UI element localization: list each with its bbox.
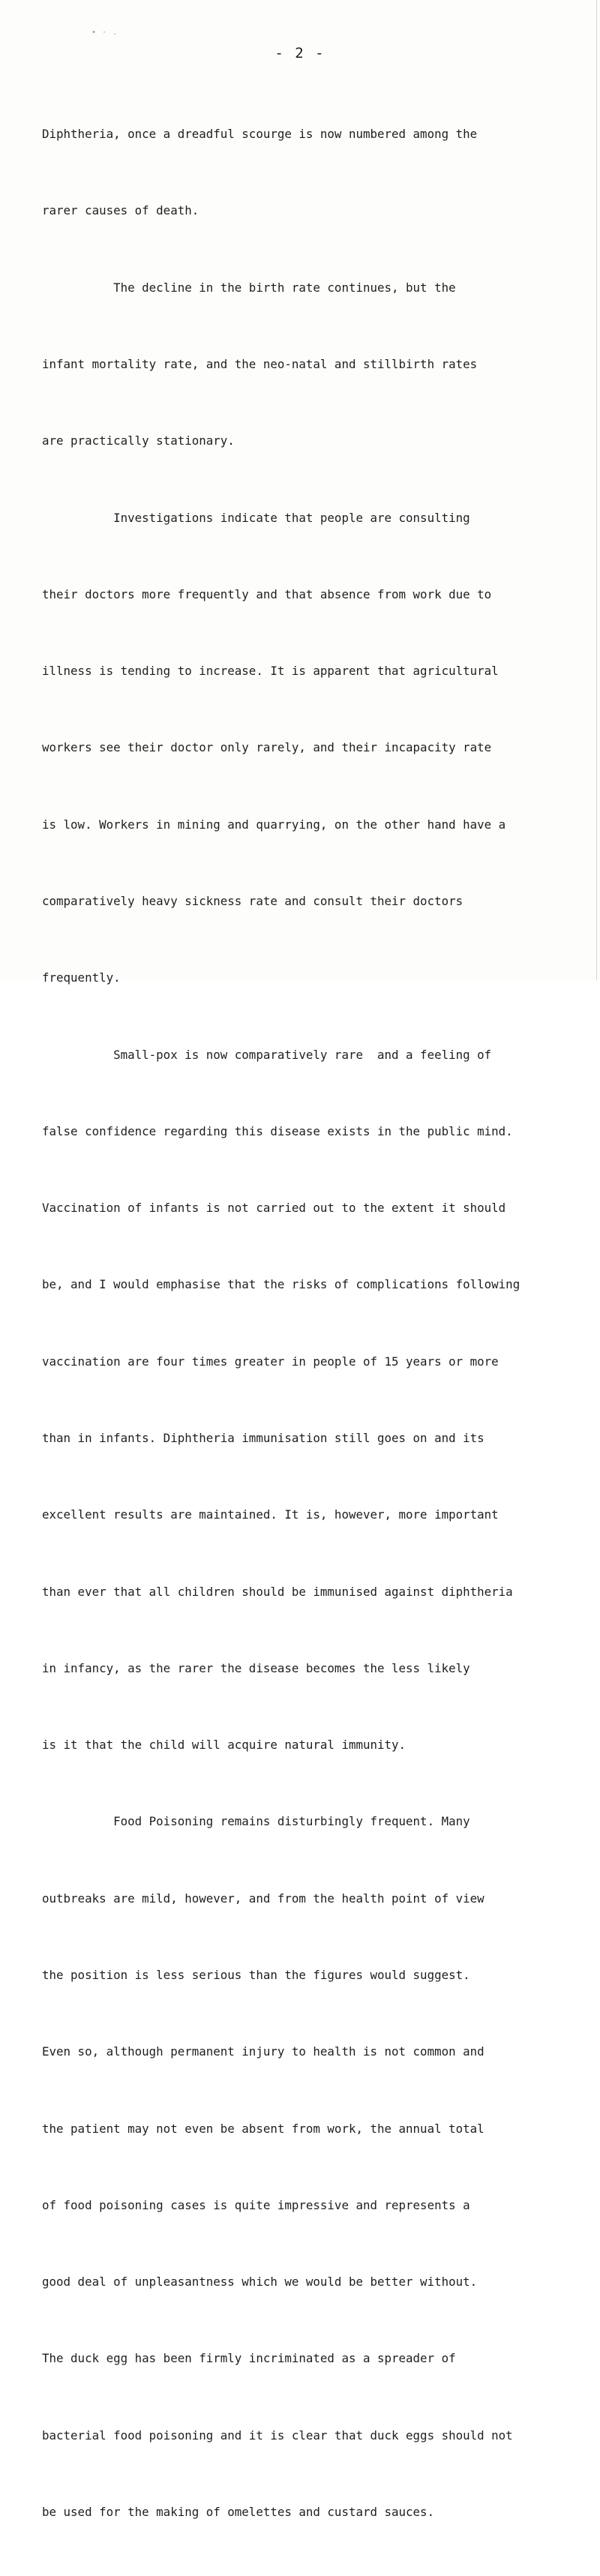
text-line: Diphtheria, once a dreadful scourge is now numbered among the [42, 127, 478, 142]
text-line: Even so, although permanent injury to health is not common and [42, 2044, 484, 2059]
text-line: excellent results are maintained. It is, however, more important [42, 1507, 499, 1522]
text-line: than in infants. Diphtheria immunisation still goes on and its [42, 1430, 484, 1445]
text-line: Vaccination of infants is not carried out to the extent it should [42, 1201, 506, 1216]
text-line: in infancy, as the rarer the disease becomes the less likely [42, 1660, 470, 1675]
text-line: frequently. [42, 970, 121, 985]
text-line: be, and I would emphasise that the risks of complications following [42, 1277, 520, 1292]
text-line: false confidence regarding this disease exists in the public mind. [42, 1123, 513, 1138]
scan-edge-line [596, 0, 597, 980]
text-line: illness is tending to increase. It is apparent that agricultural [42, 664, 499, 679]
text-line: bacterial food poisoning and it is clear that duck eggs should not [42, 2428, 513, 2443]
text-line: outbreaks are mild, however, and from the health point of view [42, 1891, 484, 1906]
text-line: workers see their doctor only rarely, and their incapacity rate [42, 740, 492, 755]
text-line: rarer causes of death. [42, 203, 200, 218]
text-line: is low. Workers in mining and quarrying, on the other hand have a [42, 817, 506, 832]
text-line: The duck egg has been firmly incriminated as a spreader of [42, 2351, 456, 2366]
text-line: be used for the making of omelettes and custard sauces. [42, 2504, 435, 2519]
text-line: is it that the child will acquire natural immunity. [42, 1738, 406, 1753]
text-line: their doctors more frequently and that absence from work due to [42, 586, 492, 601]
stray-mark: • · . [92, 28, 118, 37]
text-line: Food Poisoning remains disturbingly frequent. Many [42, 1814, 470, 1829]
text-line: vaccination are four times greater in people of 15 years or more [42, 1354, 499, 1369]
body-text [42, 70, 596, 2576]
text-line: good deal of unpleasantness which we would be better without. [42, 2275, 478, 2290]
text-line: the patient may not even be absent from work, the annual total [42, 2121, 484, 2136]
text-line: infant mortality rate, and the neo-natal and stillbirth rates [42, 357, 478, 372]
text-line: than ever that all children should be immunised against diphtheria [42, 1584, 513, 1599]
text-line: comparatively heavy sickness rate and consult their doctors [42, 894, 464, 908]
text-line: Small-pox is now comparatively rare and a feeling of [42, 1047, 492, 1062]
text-line: the position is less serious than the figures would suggest. [42, 1967, 470, 1982]
text-line: Investigations indicate that people are consulting [42, 510, 470, 525]
text-line: The decline in the birth rate continues, but the [42, 280, 456, 295]
text-line: of food poisoning cases is quite impressive and represents a [42, 2197, 470, 2212]
page-number: - 2 - [274, 45, 326, 61]
text-line: are practically stationary. [42, 433, 235, 448]
